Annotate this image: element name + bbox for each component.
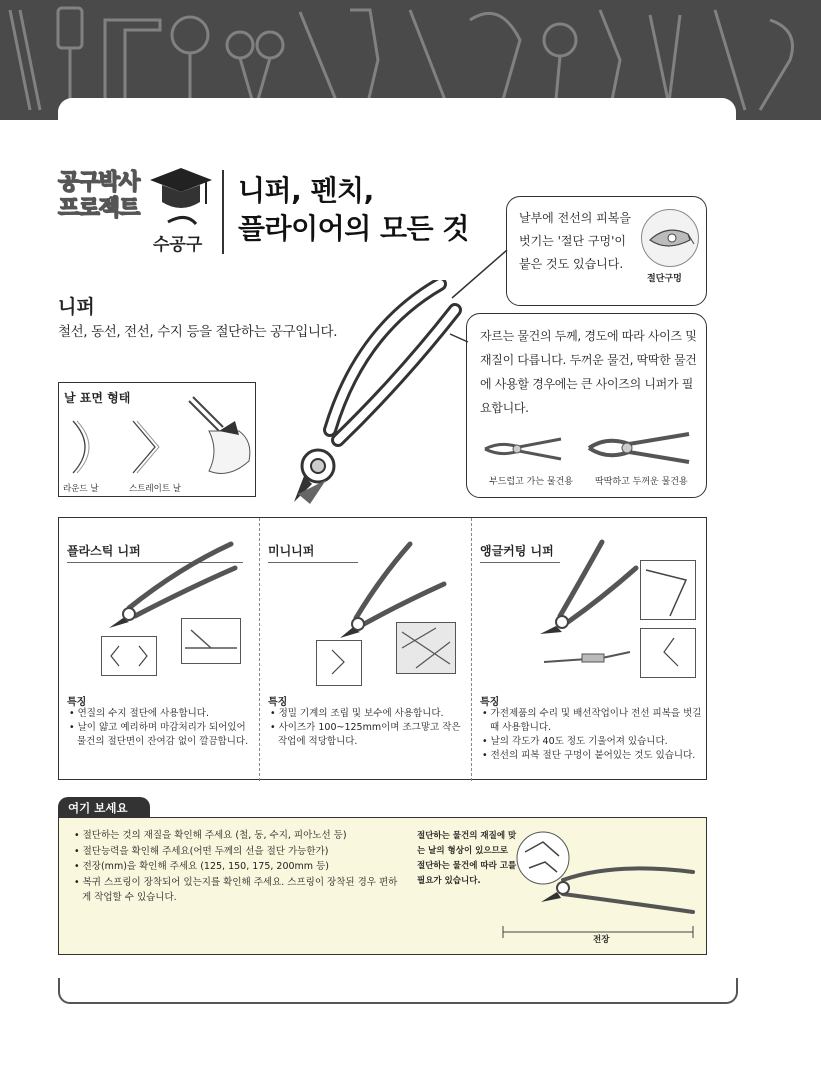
feature-item: • 정밀 기계의 조립 및 보수에 사용합니다.: [268, 707, 464, 721]
feature-item: • 사이즈가 100~125mm이며 조그맣고 작은 작업에 적당합니다.: [268, 721, 464, 749]
straight-blade-illustration: [127, 417, 163, 477]
nipper-types-panel: [58, 517, 707, 780]
notice-item: • 절단능력을 확인해 주세요(어떤 두께의 선을 절단 가능한가): [73, 844, 403, 860]
page-card-top: [58, 98, 736, 138]
large-nipper-illustration: [585, 426, 695, 470]
nipper-description: 철선, 동선, 전선, 수지 등을 절단하는 공구입니다.: [58, 324, 338, 340]
nipper-heading: 니퍼: [58, 296, 95, 318]
angle-nipper-illustration: [532, 538, 642, 638]
feature-item: • 날의 각도가 40도 정도 기울어져 있습니다.: [480, 735, 702, 749]
cut-hole-label: 절단구멍: [647, 274, 682, 284]
wire-stripping-illustration: [542, 648, 632, 668]
notice-item: • 복귀 스프링이 장착되어 있는지를 확인해 주세요. 스프링이 장착된 경우 편하게 작업할 수 있습니다.: [73, 875, 403, 906]
brand-line-1: 공구박사: [58, 170, 140, 195]
page-title: [238, 172, 469, 248]
hand-cutting-illustration: [179, 391, 255, 481]
category-label: 수공구: [153, 235, 203, 255]
feature-label: 특징: [480, 697, 500, 708]
brand-logo: [58, 170, 142, 222]
notice-list: [73, 828, 403, 906]
type-title: 플라스틱 니퍼: [67, 544, 141, 558]
callout-cut-hole-text: 날부에 전선의 피복을 벗기는 '절단 구멍'이 붙은 것도 있습니다.: [519, 211, 631, 271]
small-nipper-illustration: [481, 429, 571, 469]
angle-use-illustration: [640, 560, 696, 620]
feature-label: 특징: [67, 697, 87, 708]
plastic-use-illustration: [181, 618, 241, 664]
feature-list: [268, 707, 464, 749]
feature-list: [480, 707, 702, 763]
feature-list: [67, 707, 255, 749]
page-title-line-1: 니퍼, 펜치,: [238, 174, 374, 207]
main-nipper-illustration: [290, 280, 470, 510]
plastic-nipper-illustration: [99, 538, 239, 628]
label-soft-use: 부드럽고 가는 물건용: [489, 477, 573, 487]
notice-tab: 여기 보세요: [58, 797, 150, 818]
mini-use-illustration: [396, 622, 456, 674]
label-hard-use: 딱딱하고 두꺼운 물건용: [595, 477, 688, 487]
angle-blade-illustration: [640, 628, 696, 678]
page-bottom-frame: [58, 978, 738, 1004]
blade-shape-box: [58, 382, 256, 497]
feature-item: • 날이 얇고 예리하며 마감처리가 되어있어 물건의 절단면이 잔여감 없이 깔끔합니다.: [67, 721, 255, 749]
notice-item: • 전장(mm)을 확인해 주세요 (125, 150, 175, 200mm 등): [73, 859, 403, 875]
brand-line-2: 프로젝트: [58, 196, 140, 221]
round-blade-label: 라운드 날: [63, 484, 99, 494]
feature-item: • 전선의 피복 절단 구멍이 붙어있는 것도 있습니다.: [480, 749, 702, 763]
mini-blade-illustration: [316, 640, 362, 686]
feature-item: • 연질의 수지 절단에 사용합니다.: [67, 707, 255, 721]
length-label: 전장: [593, 935, 610, 945]
notice-item: • 절단하는 것의 재질을 확인해 주세요 (철, 동, 수지, 피아노선 등): [73, 828, 403, 844]
title-divider: [222, 170, 224, 254]
type-angle-cutting-nipper: [471, 518, 707, 781]
feature-label: 특징: [268, 697, 288, 708]
callout-cut-hole: [506, 196, 707, 306]
graduation-cap-icon: [146, 162, 216, 232]
page-title-line-2: 플라이어의 모든 것: [238, 212, 469, 245]
straight-blade-label: 스트레이트 날: [129, 484, 181, 494]
notice-box: [58, 817, 707, 955]
notice-side-note: 절단하는 물건의 재질에 맞는 날의 형상이 있으므로 절단하는 물건에 따라 고를 필요가 있습니다.: [417, 831, 517, 886]
type-title: 미니니퍼: [268, 544, 315, 558]
blade-shape-title: 날 표면 형태: [64, 391, 131, 405]
round-blade-illustration: [67, 417, 103, 477]
feature-item: • 가전제품의 수리 및 배선작업이나 전선 피복을 벗길 때 사용합니다.: [480, 707, 702, 735]
type-mini-nipper: [259, 518, 471, 781]
cut-hole-detail-illustration: [641, 209, 699, 267]
length-measure-illustration: [493, 822, 703, 942]
callout-size-text: 자르는 물건의 두께, 경도에 따라 사이즈 및 재질이 다릅니다. 두꺼운 물건, 딱딱한 물건에 사용할 경우에는 큰 사이즈의 니퍼가 필요합니다.: [480, 329, 697, 415]
type-title: 앵글커팅 니퍼: [480, 544, 554, 558]
plastic-blade-illustration: [101, 636, 157, 676]
type-plastic-nipper: [59, 518, 259, 781]
